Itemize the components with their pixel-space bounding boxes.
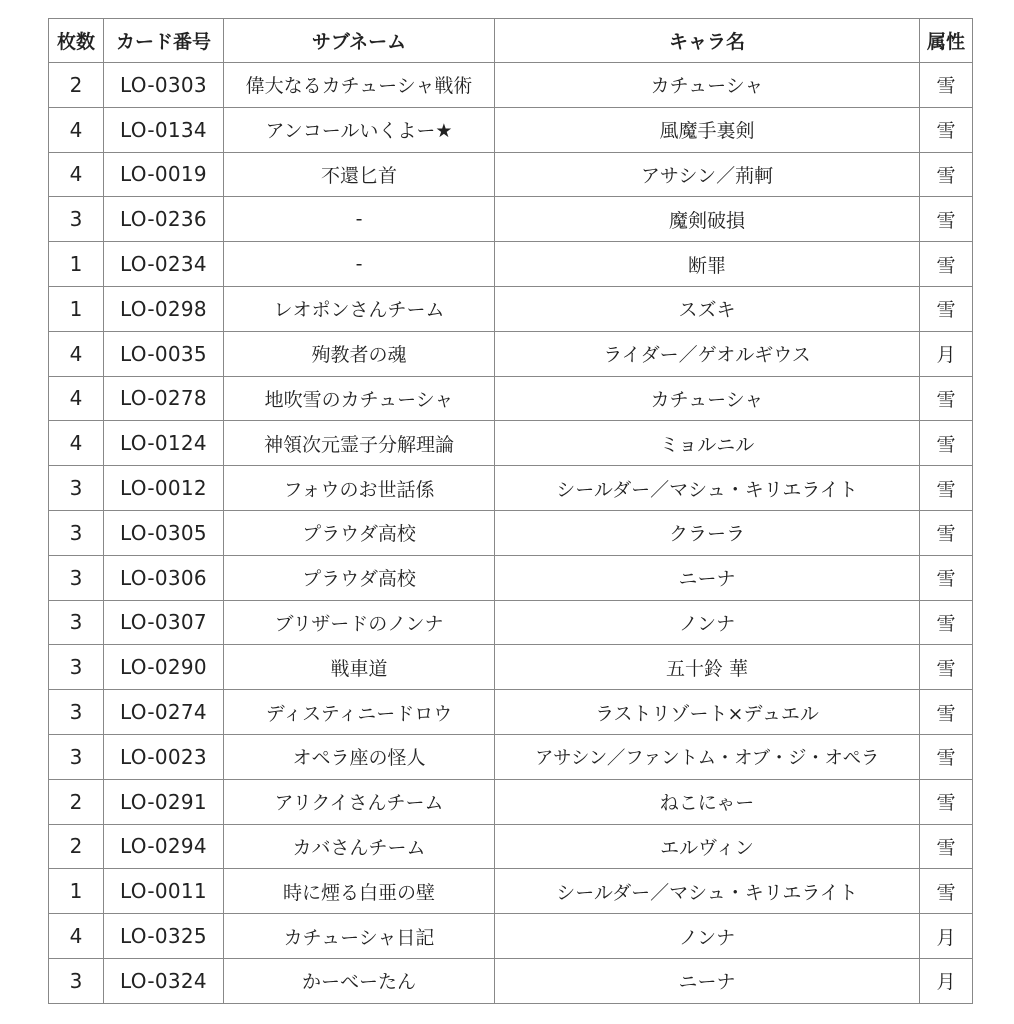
cell-card-number: LO-0294	[104, 824, 224, 869]
cell-attribute: 雪	[920, 376, 973, 421]
cell-count: 4	[49, 331, 104, 376]
cell-card-number: LO-0290	[104, 645, 224, 690]
cell-subname: ディスティニードロウ	[224, 690, 495, 735]
table-row	[49, 824, 973, 869]
cell-subname: 戦車道	[224, 645, 495, 690]
cell-count: 3	[49, 734, 104, 779]
cell-character-name: カチューシャ	[495, 63, 920, 108]
cell-count: 3	[49, 510, 104, 555]
cell-character-name: ねこにゃー	[495, 779, 920, 824]
cell-subname: プラウダ高校	[224, 555, 495, 600]
cell-character-name: ミョルニル	[495, 421, 920, 466]
cell-card-number: LO-0291	[104, 779, 224, 824]
cell-count: 4	[49, 107, 104, 152]
cell-count: 3	[49, 555, 104, 600]
cell-card-number: LO-0298	[104, 286, 224, 331]
header-card-number: カード番号	[104, 19, 224, 63]
cell-subname: 地吹雪のカチューシャ	[224, 376, 495, 421]
cell-count: 3	[49, 600, 104, 645]
cell-attribute: 月	[920, 958, 973, 1003]
cell-count: 4	[49, 152, 104, 197]
table-row	[49, 331, 973, 376]
cell-card-number: LO-0234	[104, 242, 224, 287]
cell-card-number: LO-0305	[104, 510, 224, 555]
cell-card-number: LO-0274	[104, 690, 224, 735]
cell-subname: レオポンさんチーム	[224, 286, 495, 331]
cell-subname: 不還匕首	[224, 152, 495, 197]
cell-subname: アリクイさんチーム	[224, 779, 495, 824]
table-row	[49, 869, 973, 914]
header-attribute: 属性	[920, 19, 973, 63]
table-header-row	[49, 19, 973, 63]
cell-count: 1	[49, 869, 104, 914]
table-row	[49, 152, 973, 197]
cell-subname: ブリザードのノンナ	[224, 600, 495, 645]
cell-subname: オペラ座の怪人	[224, 734, 495, 779]
cell-card-number: LO-0134	[104, 107, 224, 152]
cell-character-name: ノンナ	[495, 600, 920, 645]
cell-character-name: シールダー／マシュ・キリエライト	[495, 869, 920, 914]
cell-count: 2	[49, 779, 104, 824]
cell-attribute: 雪	[920, 645, 973, 690]
cell-character-name: ラストリゾート×デュエル	[495, 690, 920, 735]
cell-attribute: 雪	[920, 510, 973, 555]
cell-attribute: 雪	[920, 421, 973, 466]
cell-character-name: アサシン／荊軻	[495, 152, 920, 197]
cell-attribute: 雪	[920, 466, 973, 511]
cell-attribute: 月	[920, 331, 973, 376]
cell-attribute: 雪	[920, 286, 973, 331]
header-character-name: キャラ名	[495, 19, 920, 63]
cell-attribute: 雪	[920, 734, 973, 779]
table-row	[49, 421, 973, 466]
cell-attribute: 雪	[920, 690, 973, 735]
cell-count: 4	[49, 421, 104, 466]
cell-character-name: ノンナ	[495, 914, 920, 959]
cell-count: 3	[49, 958, 104, 1003]
cell-card-number: LO-0012	[104, 466, 224, 511]
cell-count: 4	[49, 914, 104, 959]
cell-character-name: クラーラ	[495, 510, 920, 555]
cell-character-name: 断罪	[495, 242, 920, 287]
cell-count: 1	[49, 242, 104, 287]
cell-card-number: LO-0035	[104, 331, 224, 376]
cell-subname: -	[224, 242, 495, 287]
cell-character-name: ニーナ	[495, 555, 920, 600]
cell-card-number: LO-0023	[104, 734, 224, 779]
cell-subname: 偉大なるカチューシャ戦術	[224, 63, 495, 108]
header-subname: サブネーム	[224, 19, 495, 63]
cell-count: 3	[49, 645, 104, 690]
header-count: 枚数	[49, 19, 104, 63]
cell-card-number: LO-0124	[104, 421, 224, 466]
cell-character-name: ライダー／ゲオルギウス	[495, 331, 920, 376]
cell-card-number: LO-0303	[104, 63, 224, 108]
cell-count: 3	[49, 197, 104, 242]
cell-subname: 殉教者の魂	[224, 331, 495, 376]
cell-attribute: 雪	[920, 555, 973, 600]
table-row	[49, 690, 973, 735]
cell-card-number: LO-0011	[104, 869, 224, 914]
table-row	[49, 555, 973, 600]
cell-subname: 時に煙る白亜の壁	[224, 869, 495, 914]
table-body	[49, 63, 973, 1004]
cell-character-name: 風魔手裏剣	[495, 107, 920, 152]
cell-count: 4	[49, 376, 104, 421]
table-row	[49, 510, 973, 555]
cell-count: 3	[49, 466, 104, 511]
cell-card-number: LO-0307	[104, 600, 224, 645]
cell-count: 2	[49, 63, 104, 108]
cell-subname: カバさんチーム	[224, 824, 495, 869]
table-row	[49, 197, 973, 242]
cell-card-number: LO-0324	[104, 958, 224, 1003]
cell-character-name: スズキ	[495, 286, 920, 331]
cell-count: 2	[49, 824, 104, 869]
table-row	[49, 645, 973, 690]
table-row	[49, 107, 973, 152]
cell-attribute: 雪	[920, 600, 973, 645]
table-row	[49, 958, 973, 1003]
cell-attribute: 月	[920, 914, 973, 959]
cell-attribute: 雪	[920, 107, 973, 152]
table-row	[49, 914, 973, 959]
cell-attribute: 雪	[920, 779, 973, 824]
cell-character-name: エルヴィン	[495, 824, 920, 869]
table-row	[49, 779, 973, 824]
cell-character-name: 魔剣破損	[495, 197, 920, 242]
table-row	[49, 63, 973, 108]
cell-character-name: カチューシャ	[495, 376, 920, 421]
cell-attribute: 雪	[920, 242, 973, 287]
cell-subname: カチューシャ日記	[224, 914, 495, 959]
cell-subname: プラウダ高校	[224, 510, 495, 555]
cell-count: 3	[49, 690, 104, 735]
table-row	[49, 376, 973, 421]
cell-character-name: ニーナ	[495, 958, 920, 1003]
table-row	[49, 734, 973, 779]
cell-character-name: シールダー／マシュ・キリエライト	[495, 466, 920, 511]
cell-count: 1	[49, 286, 104, 331]
cell-card-number: LO-0278	[104, 376, 224, 421]
cell-subname: -	[224, 197, 495, 242]
table-row	[49, 466, 973, 511]
cell-attribute: 雪	[920, 63, 973, 108]
cell-card-number: LO-0325	[104, 914, 224, 959]
cell-attribute: 雪	[920, 869, 973, 914]
cell-subname: フォウのお世話係	[224, 466, 495, 511]
cell-attribute: 雪	[920, 824, 973, 869]
cell-subname: アンコールいくよー★	[224, 107, 495, 152]
table-row	[49, 286, 973, 331]
cell-card-number: LO-0019	[104, 152, 224, 197]
cell-subname: 神領次元霊子分解理論	[224, 421, 495, 466]
cell-attribute: 雪	[920, 152, 973, 197]
cell-card-number: LO-0236	[104, 197, 224, 242]
card-list-table	[48, 18, 973, 1004]
table-row	[49, 600, 973, 645]
cell-subname: かーべーたん	[224, 958, 495, 1003]
cell-character-name: 五十鈴 華	[495, 645, 920, 690]
cell-character-name: アサシン／ファントム・オブ・ジ・オペラ	[495, 734, 920, 779]
cell-attribute: 雪	[920, 197, 973, 242]
table-row	[49, 242, 973, 287]
cell-card-number: LO-0306	[104, 555, 224, 600]
